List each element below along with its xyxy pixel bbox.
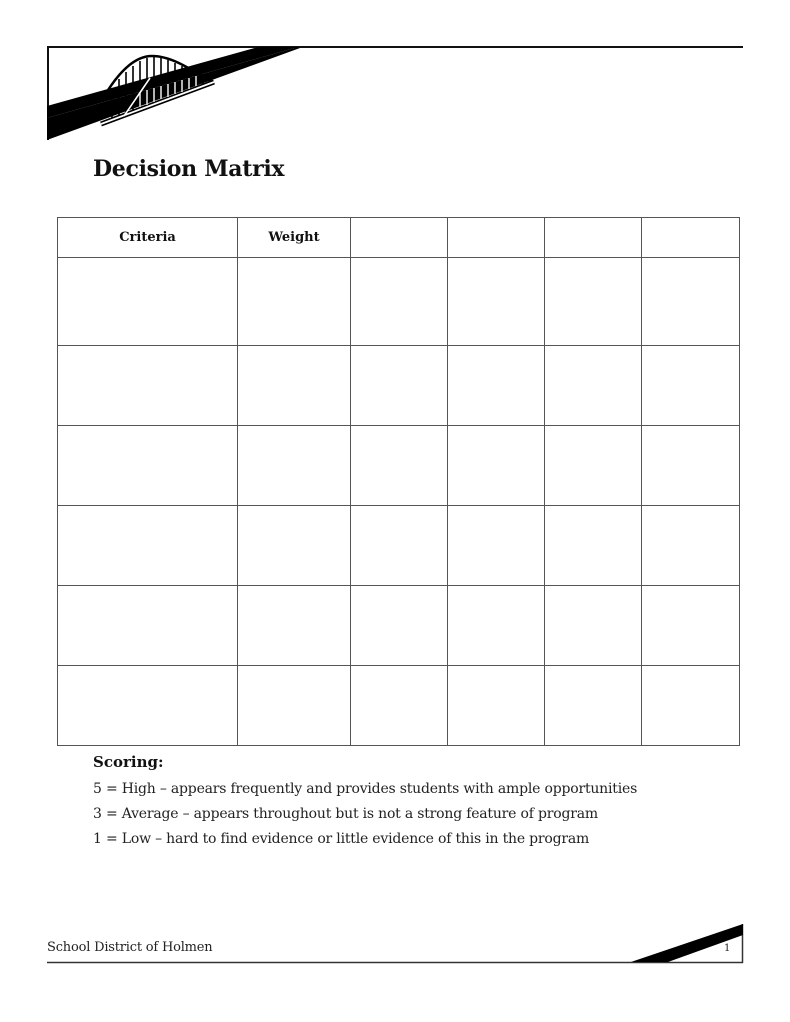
score-cell[interactable] <box>545 346 642 426</box>
score-cell[interactable] <box>545 426 642 506</box>
score-cell[interactable] <box>545 586 642 666</box>
weight-cell[interactable] <box>238 586 351 666</box>
weight-cell[interactable] <box>238 426 351 506</box>
column-header-option-3[interactable] <box>545 218 642 258</box>
weight-cell[interactable] <box>238 258 351 346</box>
score-cell[interactable] <box>448 426 545 506</box>
scoring-line-high: 5 = High – appears frequently and provides students with ample opportunities <box>93 781 638 797</box>
weight-cell[interactable] <box>238 346 351 426</box>
table-row <box>58 346 740 426</box>
table-row <box>58 666 740 746</box>
footer-organization: School District of Holmen <box>47 940 213 955</box>
score-cell[interactable] <box>545 258 642 346</box>
score-cell[interactable] <box>351 258 448 346</box>
score-cell[interactable] <box>545 506 642 586</box>
column-header-option-1[interactable] <box>351 218 448 258</box>
scoring-heading: Scoring: <box>93 753 164 771</box>
page-number: 1 <box>724 943 731 954</box>
scoring-line-low: 1 = Low – hard to find evidence or little evidence of this in the program <box>93 831 590 847</box>
score-cell[interactable] <box>351 506 448 586</box>
score-cell[interactable] <box>642 506 740 586</box>
criteria-cell[interactable] <box>58 586 238 666</box>
column-header-criteria: Criteria <box>58 218 238 258</box>
score-cell[interactable] <box>351 346 448 426</box>
score-cell[interactable] <box>545 666 642 746</box>
header-banner <box>0 0 790 150</box>
score-cell[interactable] <box>448 666 545 746</box>
page-title: Decision Matrix <box>93 156 285 182</box>
score-cell[interactable] <box>351 666 448 746</box>
column-header-weight: Weight <box>238 218 351 258</box>
table-row <box>58 586 740 666</box>
table-row <box>58 258 740 346</box>
weight-cell[interactable] <box>238 666 351 746</box>
score-cell[interactable] <box>351 426 448 506</box>
criteria-cell[interactable] <box>58 506 238 586</box>
scoring-line-average: 3 = Average – appears throughout but is not a strong feature of program <box>93 806 598 822</box>
weight-cell[interactable] <box>238 506 351 586</box>
score-cell[interactable] <box>448 506 545 586</box>
criteria-cell[interactable] <box>58 346 238 426</box>
score-cell[interactable] <box>642 258 740 346</box>
table-row <box>58 506 740 586</box>
score-cell[interactable] <box>448 258 545 346</box>
table-header-row <box>58 218 740 258</box>
score-cell[interactable] <box>642 586 740 666</box>
criteria-cell[interactable] <box>58 426 238 506</box>
column-header-option-2[interactable] <box>448 218 545 258</box>
score-cell[interactable] <box>448 346 545 426</box>
score-cell[interactable] <box>448 586 545 666</box>
score-cell[interactable] <box>642 666 740 746</box>
criteria-cell[interactable] <box>58 666 238 746</box>
criteria-cell[interactable] <box>58 258 238 346</box>
column-header-option-4[interactable] <box>642 218 740 258</box>
table-row <box>58 426 740 506</box>
decision-matrix-table <box>57 217 740 746</box>
score-cell[interactable] <box>642 426 740 506</box>
score-cell[interactable] <box>642 346 740 426</box>
scoring-legend <box>93 753 637 852</box>
score-cell[interactable] <box>351 586 448 666</box>
